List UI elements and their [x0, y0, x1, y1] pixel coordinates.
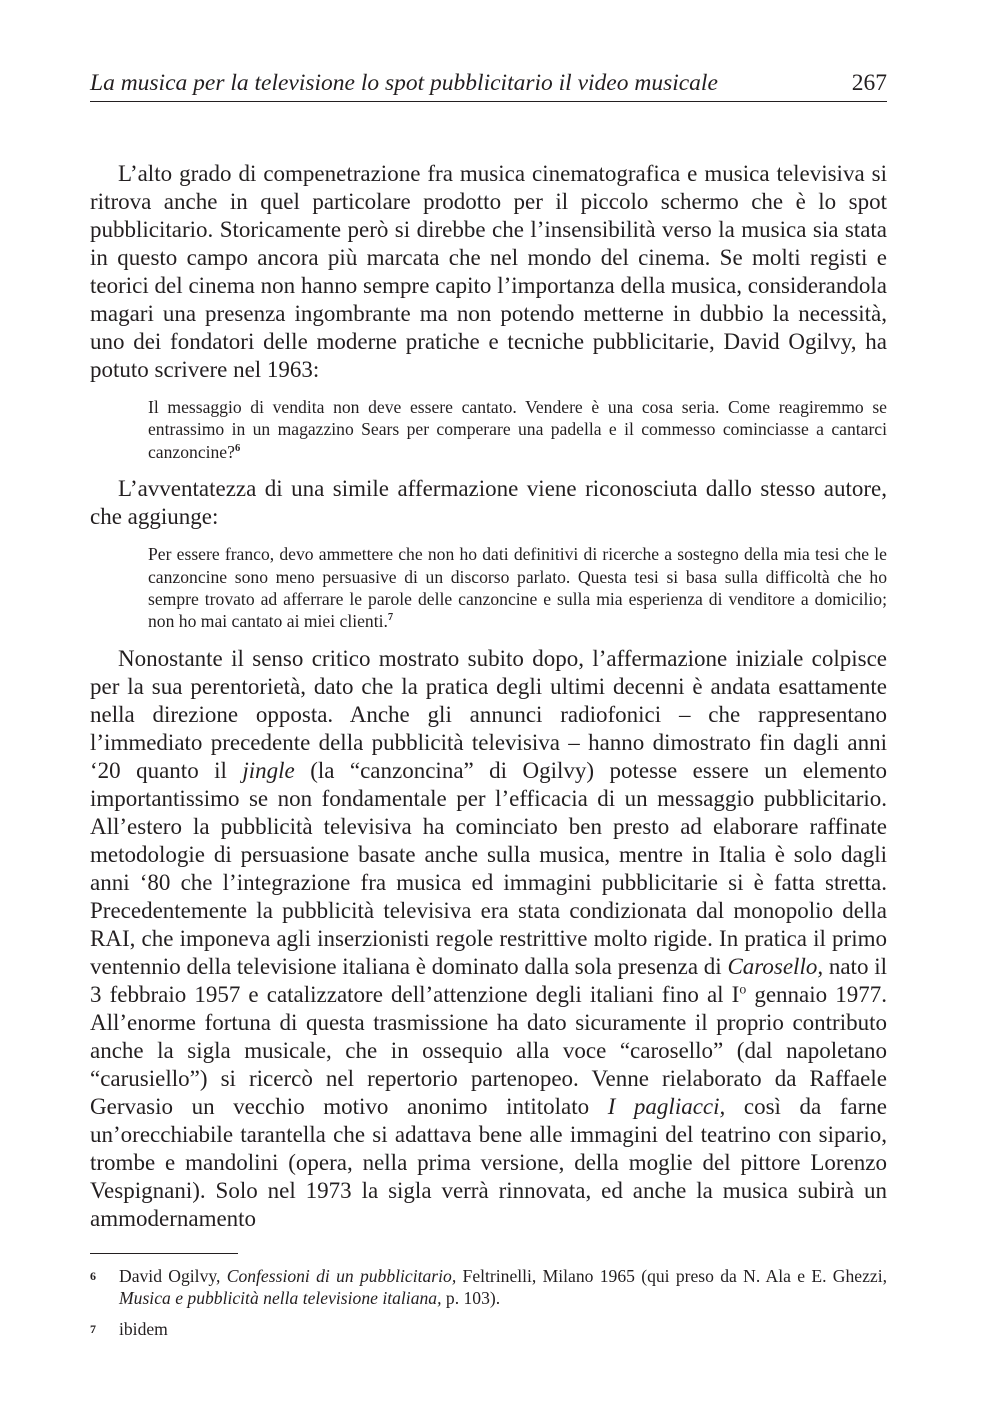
footnote-ref-6[interactable]: 6 — [234, 442, 241, 454]
block-quote-1-text: Il messaggio di vendita non deve essere cantato. Vendere è una cosa seria. Come reagiremmo se entrassimo in un magazzino Sears per comperare una padella e il commesso cominciasse a cantarci canzoncine? — [148, 397, 887, 462]
footnote-6 — [90, 1265, 887, 1310]
paragraph-3 — [90, 645, 887, 1233]
p3-part-b: (la “canzoncina” di Ogilvy) potesse essere un elemento importantissimo se non fondamentale per l’efficacia di un messaggio pubblicitario. All’estero la pubblicità televisiva ha cominciato ben presto ad elaborare raffinate metodologie di persuasione basate anche sulla musica, mentre in Italia è solo dagli anni ‘80 che l’integrazione fra musica ed immagini pubblicitarie si è fatta stretta. Precedentemente la pubblicità televisiva era stata condizionata dal monopolio della RAI, che imponeva agli inserzionisti regole restrittive molto rigide. In pratica il primo ventennio della televisione italiana è dominato dalla sola presenza di — [90, 757, 887, 979]
footnote-6-text-c: p. 103). — [441, 1288, 501, 1309]
carosello-title: Carosello, — [727, 953, 824, 979]
p3-part-c: nato il 3 febbraio 1957 e catalizzatore dell’attenzione degli italiani fino al I — [90, 953, 887, 1007]
footnote-6-text-b: Feltrinelli, Milano 1965 (qui preso da N. Ala e E. Ghezzi, — [456, 1266, 888, 1286]
block-quote-1 — [148, 396, 887, 463]
block-quote-2-text: Per essere franco, devo ammettere che non ho dati definitivi di ricerche a sostegno della mia tesi che le canzoncine sono meno persuasive di un discorso parlato. Questa tesi si basa sulla difficoltà che ho sempre trovato ad afferrare le parole delle canzoncine e sulla mia esperienza di venditore a domicilio; non ho mai cantato ai miei clienti. — [148, 544, 887, 632]
paragraph-2: L’avventatezza di una simile affermazione viene riconosciuta dallo stesso autore, che aggiunge: — [90, 476, 887, 530]
footnote-separator — [90, 1253, 238, 1254]
paragraph-1: L’alto grado di compenetrazione fra musica cinematografica e musica televisiva si ritrova anche in quel particolare prodotto per il piccolo schermo che è lo spot pubblicitario. Storicamente però si direbbe che l’insensibilità verso la musica sia stata in questo campo ancora più marcata che nel mondo del cinema. Se molti registi e teorici del cinema non hanno sempre capito l’importanza della musica, considerandola magari una presenza ingombrante ma non potendo metterne in dubbio la necessità, uno dei fondatori delle moderne pratiche e tecniche pubblicitarie, David Ogilvy, ha potuto scrivere nel 1963: — [90, 161, 887, 382]
footnote-6-book-title: Confessioni di un pubblicitario, — [226, 1266, 457, 1286]
p3-part-e: così da farne un’orecchiabile tarantella che si adattava bene alle immagini del teatrino con sipario, trombe e mandolini (opera, nella prima versione, della moglie del pittore Lorenzo Vespignani). Solo nel 1973 la sigla verrà rinnovata, ed anche la musica subirà un ammodernamento — [90, 1093, 887, 1231]
running-title: La musica per la televisione lo spot pubblicitario il video musicale — [90, 70, 718, 96]
body-text — [90, 160, 887, 1233]
footnote-6-book-title-2: Musica e pubblicità nella televisione italiana, — [119, 1288, 442, 1309]
p3-part-a: Nonostante il senso critico mostrato subito dopo, l’affermazione iniziale colpisce per la sua perentorietà, dato che la pratica degli ultimi decenni è andata esattamente nella direzione opposta. Anche gli annunci radiofonici – che rappresentano l’immediato precedente della pubblicità televisiva – hanno dimostrato fin dagli anni ‘20 quanto il — [90, 645, 887, 783]
pagliacci-title: I pagliacci, — [607, 1093, 726, 1119]
block-quote-2 — [148, 543, 887, 633]
footnotes — [90, 1265, 887, 1340]
page-number: 267 — [851, 70, 887, 96]
footnote-number: 7 — [90, 1321, 96, 1336]
footnote-number: 6 — [90, 1269, 96, 1283]
ordinal-superscript: o — [739, 981, 747, 997]
footnote-7 — [90, 1318, 887, 1340]
footnote-ref-7[interactable]: 7 — [387, 612, 394, 624]
p3-part-d: gennaio 1977. All’enorme fortuna di questa trasmissione ha dato sicuramente il proprio contributo anche la sigla musicale, che in ossequio alla voce “carosello” (dal napoletano “carusiello”) si ricercò nel repertorio partenopeo. Venne rielaborato da Raffaele Gervasio un vecchio motivo anonimo intitolato — [90, 981, 887, 1119]
footnote-6-text-a: David Ogilvy, — [119, 1266, 227, 1286]
jingle-term: jingle — [242, 757, 295, 783]
running-header — [90, 68, 887, 102]
footnote-7-text: ibidem — [119, 1318, 168, 1339]
